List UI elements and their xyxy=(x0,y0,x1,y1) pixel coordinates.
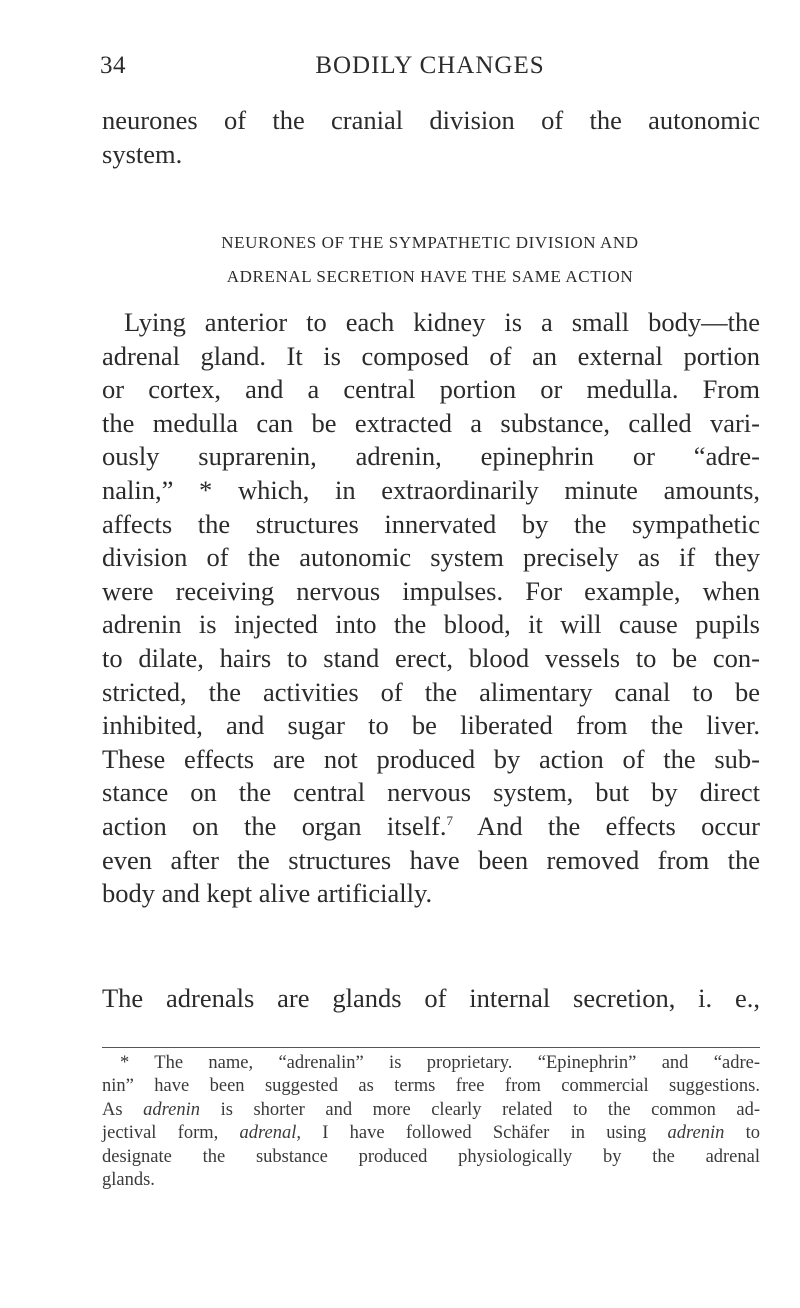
text-fragment: is shorter and more clearly related to the common ad- xyxy=(220,1099,761,1120)
heading-line: ADRENAL SECRETION HAVE THE SAME ACTION xyxy=(226,267,634,286)
text-fragment: And the effects occur xyxy=(476,810,761,841)
running-title: BODILY CHANGES xyxy=(315,52,545,79)
text-fragment: I have followed Schäfer in using xyxy=(322,1123,647,1144)
text-line: even after the structures have been removed from the xyxy=(102,844,760,875)
text-line: or cortex, and a central portion or medulla. From xyxy=(102,374,760,405)
italic-term: adrenin xyxy=(143,1099,200,1120)
footnote-rule xyxy=(102,1047,760,1048)
text-line: stance on the central nervous system, but by direct xyxy=(102,777,760,808)
text-line xyxy=(102,810,760,844)
paragraph-1 xyxy=(102,306,760,911)
footnote-marker: * xyxy=(199,474,213,505)
text-fragment: jectival form, xyxy=(102,1123,219,1144)
footnote-line: glands. xyxy=(102,1170,155,1191)
reference-number: 7 xyxy=(446,813,454,829)
page-number: 34 xyxy=(100,52,126,79)
text-line xyxy=(102,474,760,508)
heading-line: NEURONES OF THE SYMPATHETIC DIVISION AND xyxy=(221,233,639,252)
footnote-line xyxy=(102,1099,760,1122)
text-fragment: As xyxy=(102,1099,123,1120)
text-line: These effects are not produced by action of the sub- xyxy=(102,743,760,774)
text-line: division of the autonomic system precisely as if they xyxy=(102,542,760,573)
text-fragment: nalin,” xyxy=(102,474,174,505)
italic-term: adrenal, xyxy=(239,1123,302,1144)
text-line: system. xyxy=(102,138,183,169)
text-line: Lying anterior to each kidney is a small body—the xyxy=(124,307,760,337)
footnote-marker: * xyxy=(120,1053,130,1073)
text-fragment: action on the organ itself. xyxy=(102,810,447,841)
text-line: body and kept alive artificially. xyxy=(102,878,433,909)
opening-text xyxy=(102,104,760,171)
footnote-line xyxy=(102,1052,760,1075)
text-line: adrenal gland. It is composed of an external portion xyxy=(102,340,760,371)
italic-term: adrenin xyxy=(667,1123,725,1144)
text-line: ously suprarenin, adrenin, epinephrin or “adre- xyxy=(102,441,760,472)
text-fragment: to xyxy=(745,1123,761,1144)
text-line: were receiving nervous impulses. For example, when xyxy=(102,575,760,606)
footnote-line: designate the substance produced physiologically by the adrenal xyxy=(102,1146,760,1167)
footnote-line: nin” have been suggested as terms free from commercial suggestions. xyxy=(102,1076,760,1097)
text-line: The adrenals are glands of internal secretion, i. e., xyxy=(102,983,760,1013)
text-fragment: The name, “adrenalin” is proprietary. “Epinephrin” and “adre- xyxy=(154,1053,760,1073)
text-fragment: which, in extraordinarily minute amounts, xyxy=(237,474,761,505)
text-line: affects the structures innervated by the sympathetic xyxy=(102,508,760,539)
footnote xyxy=(102,1052,760,1192)
text-line: to dilate, hairs to stand erect, blood vessels to be con- xyxy=(102,642,760,673)
text-line: the medulla can be extracted a substance, called vari- xyxy=(102,407,760,438)
footnote-line xyxy=(102,1122,760,1145)
text-line: stricted, the activities of the alimentary canal to be xyxy=(102,676,760,707)
running-head xyxy=(100,52,760,92)
text-line: adrenin is injected into the blood, it will cause pupils xyxy=(102,609,760,640)
text-line: inhibited, and sugar to be liberated from the liver. xyxy=(102,710,760,741)
text-line: neurones of the cranial division of the autonomic xyxy=(102,105,760,135)
paragraph-2 xyxy=(102,982,760,1016)
section-heading xyxy=(100,226,760,294)
